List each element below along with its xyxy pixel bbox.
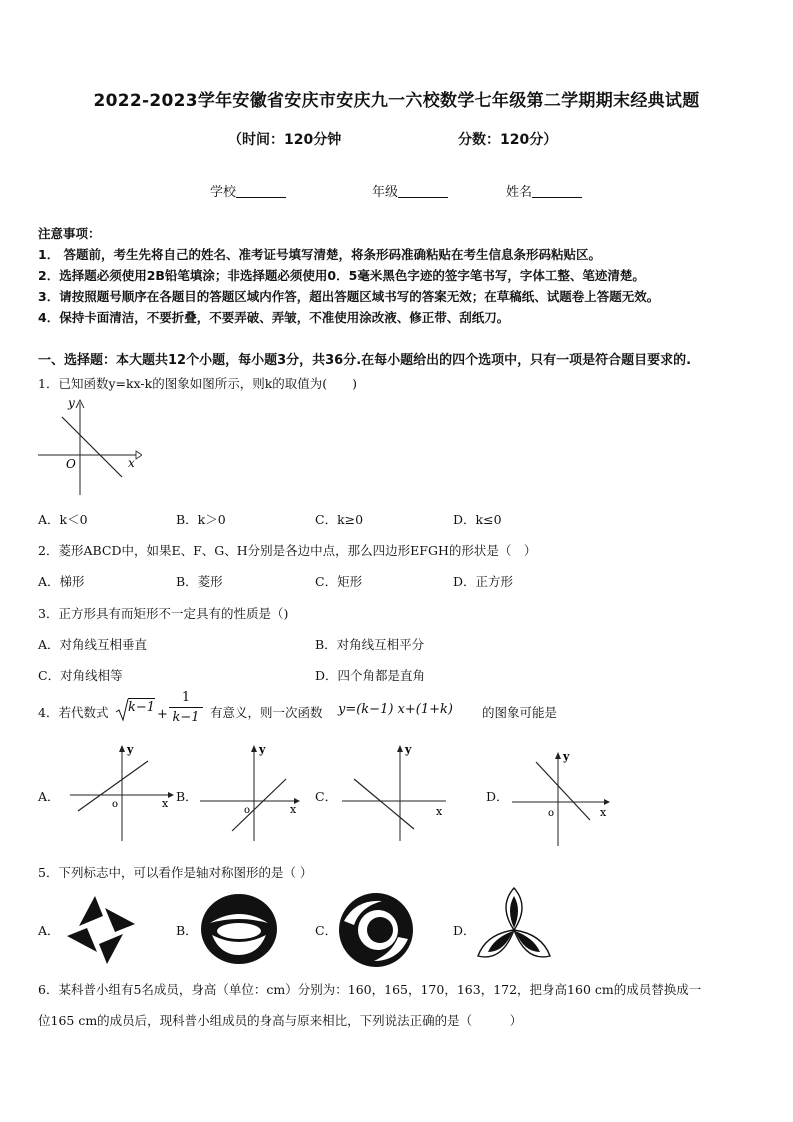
q1-option-d[interactable]: D．k≤0 xyxy=(453,512,502,527)
q1-graph xyxy=(36,395,142,497)
grade-field xyxy=(372,181,448,200)
grade-label: 年级 xyxy=(372,185,399,200)
q5-option-b[interactable]: B． xyxy=(176,923,198,938)
q1-axis-x: x xyxy=(128,456,135,470)
q2-option-a[interactable]: A．梯形 xyxy=(38,574,85,589)
q5-logo-b-ring-icon xyxy=(198,891,280,967)
q4-graph-d xyxy=(508,750,612,850)
q5-option-d[interactable]: D． xyxy=(453,923,476,938)
q4-option-b[interactable]: B． xyxy=(176,789,198,804)
school-field xyxy=(210,181,286,200)
q5-option-c[interactable]: C． xyxy=(315,923,338,938)
name-field xyxy=(506,181,582,200)
q4-option-c[interactable]: C． xyxy=(315,789,338,804)
section-heading: 一、选择题：本大题共12个小题，每小题3分，共36分.在每小题给出的四个选项中，只有一项是符合题目要求的. xyxy=(38,353,692,368)
q3-stem: 3．正方形具有而矩形不一定具有的性质是（) xyxy=(38,606,289,621)
q1-option-c[interactable]: C．k≥0 xyxy=(315,512,364,527)
q4-plus: + xyxy=(157,707,168,722)
q5-logo-d-trefoil-icon xyxy=(476,884,552,966)
q4c-axis-x: x xyxy=(436,805,443,818)
q4-stem-mid: 有意义，则一次函数 xyxy=(210,705,323,720)
exam-time: （时间：120分钟 xyxy=(228,132,342,148)
q1-origin: O xyxy=(66,457,76,471)
q4d-origin: o xyxy=(548,808,555,819)
q5-logo-a-pinwheel-icon xyxy=(60,891,142,969)
q1-axis-y: y xyxy=(68,396,75,410)
q3-option-a[interactable]: A．对角线互相垂直 xyxy=(38,637,148,652)
q4-graph-c xyxy=(336,743,456,843)
school-label: 学校 xyxy=(210,185,237,200)
q4-fraction xyxy=(169,689,203,728)
q6-stem-line1: 6．某科普小组有5名成员，身高（单位：cm）分别为：160，165，170，163，172，把身高160 cm的成员替换成一 xyxy=(38,982,702,997)
notes-heading: 注意事项： xyxy=(38,226,101,241)
q4b-axis-x: x xyxy=(290,803,297,816)
q4-graph-b xyxy=(198,743,304,843)
note-item: 4．保持卡面清洁，不要折叠，不要弄破、弄皱，不准使用涂改液、修正带、刮纸刀。 xyxy=(38,310,510,325)
q4d-axis-y: y xyxy=(563,750,570,763)
q4-option-d[interactable]: D． xyxy=(486,789,509,804)
school-blank xyxy=(236,185,286,198)
exam-score: 分数：120分） xyxy=(458,132,558,148)
q2-stem: 2．菱形ABCD中，如果E、F、G、H分别是各边中点，那么四边形EFGH的形状是（ ） xyxy=(38,543,537,558)
name-blank xyxy=(532,185,582,198)
q5-option-a[interactable]: A． xyxy=(38,923,60,938)
q2-option-d[interactable]: D．正方形 xyxy=(453,574,514,589)
note-item: 2．选择题必须使用2B铅笔填涂；非选择题必须使用0．5毫米黑色字迹的签字笔书写，字体工整、笔迹清楚。 xyxy=(38,268,645,283)
q4-frac-den: k−1 xyxy=(172,710,200,725)
q4-graph-a xyxy=(66,743,178,843)
q4d-axis-x: x xyxy=(600,806,607,819)
q4-formula: y=(k−1) x+(1+k) xyxy=(338,702,453,717)
q1-option-b[interactable]: B．k＞0 xyxy=(176,512,226,527)
q4-frac-num: 1 xyxy=(169,689,203,708)
note-item: 1． 答题前，考生先将自己的姓名、准考证号填写清楚，将条形码准确粘贴在考生信息条形码粘贴区。 xyxy=(38,247,602,262)
q2-option-b[interactable]: B．菱形 xyxy=(176,574,223,589)
q4a-axis-y: y xyxy=(127,743,134,756)
q1-stem: 1．已知函数y=kx-k的图象如图所示，则k的取值为( ) xyxy=(38,376,358,391)
q3-option-d[interactable]: D．四个角都是直角 xyxy=(315,668,426,683)
page-title: 2022-2023学年安徽省安庆市安庆九一六校数学七年级第二学期期末经典试题 xyxy=(93,91,700,111)
sqrt-symbol-icon xyxy=(115,698,129,722)
q5-logo-c-swirl-icon xyxy=(336,891,418,969)
q4-radicand: k−1 xyxy=(128,700,156,715)
note-item: 3．请按照题号顺序在各题目的答题区域内作答，超出答题区域书写的答案无效；在草稿纸、试题卷上答题无效。 xyxy=(38,289,660,304)
q4b-origin: o xyxy=(244,805,251,816)
q4a-axis-x: x xyxy=(162,797,169,810)
q4-stem-post: 的图象可能是 xyxy=(482,705,558,720)
q6-stem-line2: 位165 cm的成员后，现科普小组成员的身高与原来相比，下列说法正确的是（ ） xyxy=(38,1013,523,1028)
q3-option-b[interactable]: B．对角线互相平分 xyxy=(315,637,425,652)
name-label: 姓名 xyxy=(506,185,533,200)
grade-blank xyxy=(398,185,448,198)
q3-option-c[interactable]: C．对角线相等 xyxy=(38,668,123,683)
q2-option-c[interactable]: C．矩形 xyxy=(315,574,363,589)
q4-option-a[interactable]: A． xyxy=(38,789,60,804)
q4b-axis-y: y xyxy=(259,743,266,756)
q1-option-a[interactable]: A．k＜0 xyxy=(38,512,88,527)
q5-stem: 5．下列标志中，可以看作是轴对称图形的是（ ） xyxy=(38,865,313,880)
q4-stem-pre: 4．若代数式 xyxy=(38,705,109,720)
q4c-axis-y: y xyxy=(405,743,412,756)
q4a-origin: o xyxy=(112,799,119,810)
